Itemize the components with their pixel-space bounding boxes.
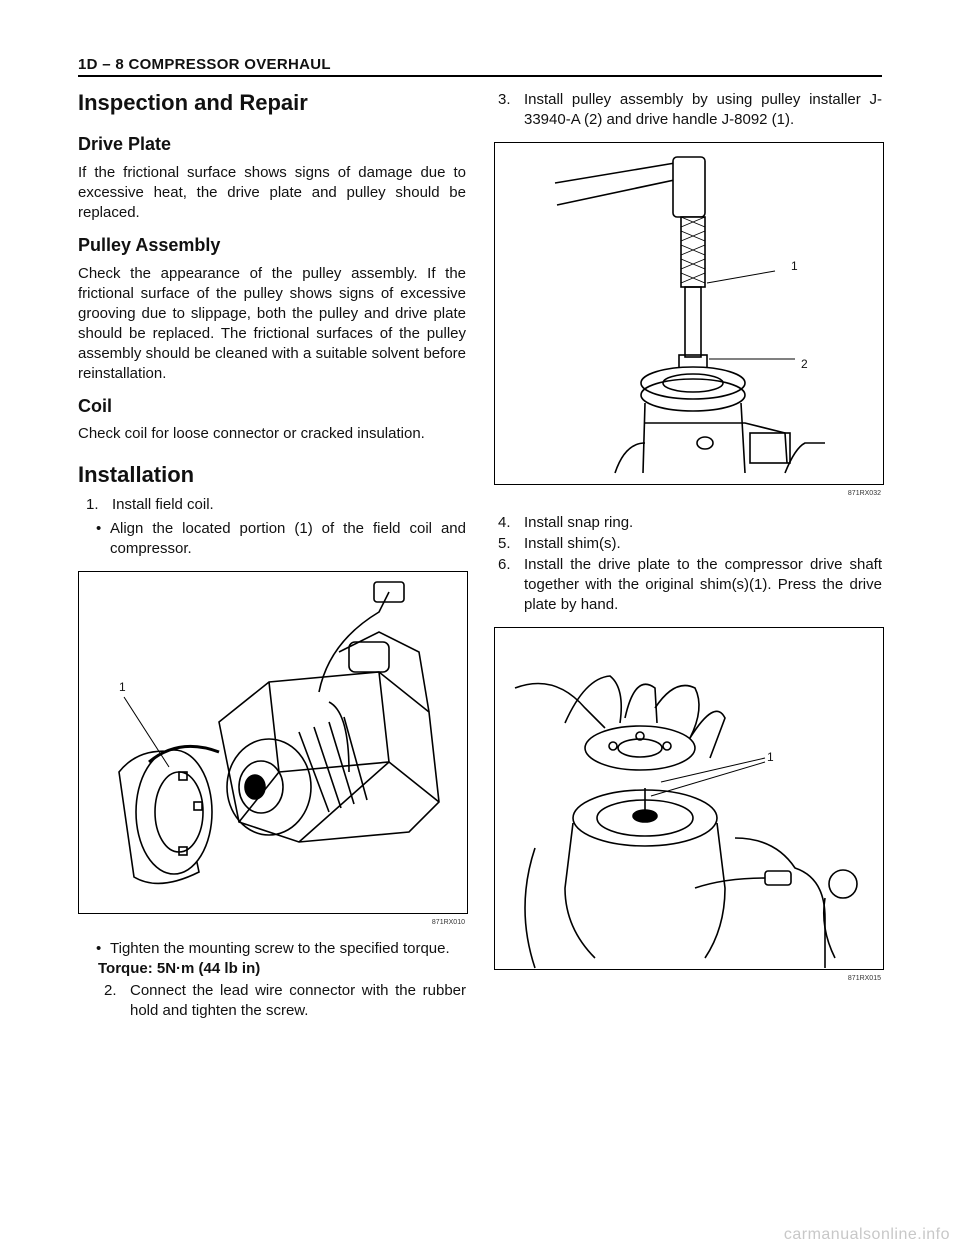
figure-id: 871RX010 — [431, 918, 465, 926]
bullet-align — [86, 519, 466, 559]
figure-id: 871RX015 — [847, 975, 881, 982]
step-3-number: 3. — [498, 91, 511, 108]
step-1-text: Install field coil. — [112, 495, 214, 513]
drive-plate-text: If the frictional surface shows signs of damage due to excessive heat, the drive plate and pulley should be replaced. — [78, 163, 466, 221]
step-4-text: Install snap ring. — [524, 514, 634, 531]
figure-drive-plate — [494, 627, 884, 982]
figure-id: 871RX032 — [847, 490, 881, 497]
step-3-text: Install pulley assembly by using pulley installer J-33940-A (2) and drive handle J-8092 (1). — [524, 91, 882, 128]
step-5 — [498, 534, 882, 554]
step-2-text: Connect the lead wire connector with the rubber hold and tighten the screw. — [130, 981, 466, 1019]
page-header: 1D – 8 COMPRESSOR OVERHAUL — [78, 56, 331, 73]
step-5-text: Install shim(s). — [524, 535, 621, 552]
drive-plate-illustration — [495, 628, 883, 969]
step-6 — [498, 555, 882, 615]
callout-1: 1 — [767, 750, 774, 764]
heading-drive-plate: Drive Plate — [78, 134, 172, 155]
pulley-assembly-text: Check the appearance of the pulley assembly. If the frictional surface of the pulley shows signs of excessive grooving due to slippage, both the pulley and drive plate should be replaced. The frictional surfaces of the pulley assembly should be cleaned with a suitable solvent before reinstallation. — [78, 264, 466, 382]
step-4 — [498, 513, 882, 533]
figure-pulley-installer — [494, 142, 884, 497]
step-5-number: 5. — [498, 535, 511, 552]
header-rule — [78, 75, 882, 77]
heading-coil: Coil — [78, 395, 112, 416]
bullet-tighten-text: Tighten the mounting screw to the specified torque. — [110, 939, 450, 957]
step-2-number: 2. — [104, 981, 117, 999]
watermark: carmanualsonline.info — [783, 1226, 950, 1243]
callout-1: 1 — [119, 679, 126, 694]
bullet-dot: • — [96, 939, 102, 957]
step-1 — [86, 495, 466, 515]
step-1-number: 1. — [86, 495, 99, 513]
heading-inspection-repair: Inspection and Repair — [78, 90, 308, 115]
callout-1: 1 — [791, 259, 798, 273]
step-3 — [498, 90, 882, 130]
step-2 — [104, 981, 466, 1021]
heading-installation: Installation — [78, 462, 195, 488]
figure-field-coil — [78, 571, 468, 926]
right-column — [494, 90, 882, 982]
step-4-number: 4. — [498, 514, 511, 531]
callout-2: 2 — [801, 357, 808, 371]
coil-text: Check coil for loose connector or cracked insulation. — [78, 425, 425, 443]
torque-spec: Torque: 5N·m (44 lb in) — [98, 959, 261, 977]
step-6-text: Install the drive plate to the compressor drive shaft together with the original shim(s)(1). Press the drive plate by hand. — [524, 556, 882, 613]
field-coil-illustration — [79, 572, 467, 913]
bullet-dot: • — [96, 519, 102, 537]
bullet-align-text: Align the located portion (1) of the field coil and compressor. — [110, 519, 466, 557]
bullet-tighten — [86, 939, 466, 959]
left-column — [78, 90, 466, 1021]
step-6-number: 6. — [498, 556, 511, 573]
pulley-installer-illustration — [495, 143, 883, 484]
heading-pulley-assembly: Pulley Assembly — [78, 234, 221, 255]
